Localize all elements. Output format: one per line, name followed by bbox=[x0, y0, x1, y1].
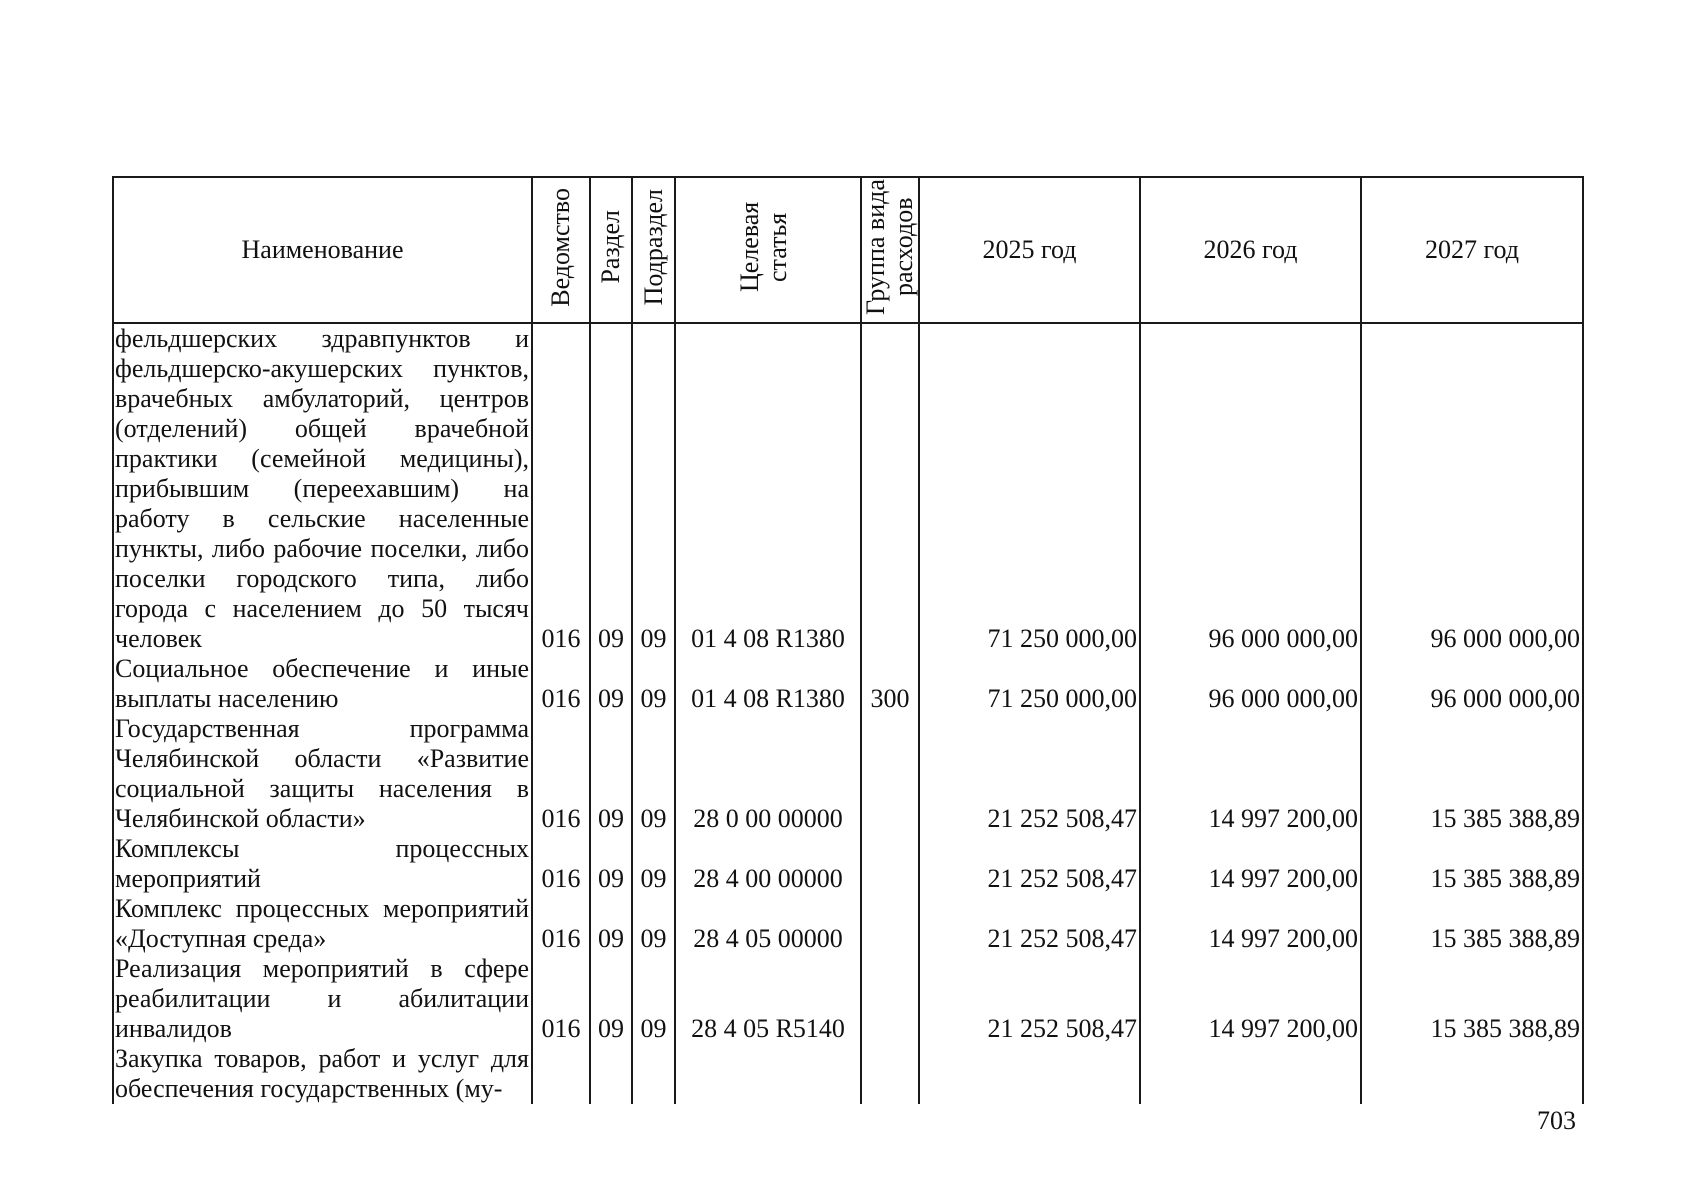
cell-target-article: 01 4 08 R1380 bbox=[675, 654, 861, 714]
cell-name: Закупка товаров, работ и услуг для обеспечения государственных (му- bbox=[113, 1044, 532, 1104]
cell-expense-group bbox=[861, 323, 919, 654]
header-year-2025: 2025 год bbox=[919, 177, 1140, 323]
table-header bbox=[113, 177, 1583, 323]
header-expense-group-label: Группа вида расходов bbox=[861, 179, 918, 315]
cell-year-2026: 14 997 200,00 bbox=[1140, 894, 1361, 954]
header-year-2026: 2026 год bbox=[1140, 177, 1361, 323]
cell-name: Социальное обеспечение и иные выплаты населению bbox=[113, 654, 532, 714]
cell-year-2025: 71 250 000,00 bbox=[919, 323, 1140, 654]
header-target-article-label: Целевая статья bbox=[735, 201, 792, 293]
cell-year-2026 bbox=[1140, 1044, 1361, 1104]
cell-year-2027 bbox=[1361, 1044, 1583, 1104]
cell-expense-group: 300 bbox=[861, 654, 919, 714]
cell-expense-group bbox=[861, 894, 919, 954]
header-subsection-label: Подраздел bbox=[638, 188, 668, 306]
cell-subsection: 09 bbox=[632, 654, 675, 714]
cell-year-2026: 96 000 000,00 bbox=[1140, 654, 1361, 714]
cell-name: фельдшерских здравпунктов и фельдшерско-акушерских пунктов, врачебных амбулаторий, центров (отделений) общей врачебной практики (семейной медицины), прибывшим (переехавшим) на работу в сельские населенные пункты, либо рабочие поселки, либо поселки городского типа, либо города с населением до 50 тысяч человек bbox=[113, 323, 532, 654]
cell-year-2025: 71 250 000,00 bbox=[919, 654, 1140, 714]
cell-name: Реализация мероприятий в сфере реабилитации и абилитации инвалидов bbox=[113, 954, 532, 1044]
cell-department bbox=[532, 1044, 590, 1104]
cell-department: 016 bbox=[532, 834, 590, 894]
header-target-article bbox=[675, 177, 861, 323]
cell-section: 09 bbox=[590, 654, 632, 714]
cell-subsection: 09 bbox=[632, 894, 675, 954]
cell-department: 016 bbox=[532, 714, 590, 834]
cell-expense-group bbox=[861, 834, 919, 894]
cell-department: 016 bbox=[532, 894, 590, 954]
cell-section bbox=[590, 1044, 632, 1104]
cell-year-2026: 14 997 200,00 bbox=[1140, 954, 1361, 1044]
header-name: Наименование bbox=[113, 177, 532, 323]
table-row bbox=[113, 1044, 1583, 1104]
cell-year-2027: 15 385 388,89 bbox=[1361, 954, 1583, 1044]
cell-year-2027: 15 385 388,89 bbox=[1361, 714, 1583, 834]
cell-year-2025: 21 252 508,47 bbox=[919, 894, 1140, 954]
cell-year-2026: 14 997 200,00 bbox=[1140, 834, 1361, 894]
cell-target-article: 01 4 08 R1380 bbox=[675, 323, 861, 654]
cell-expense-group bbox=[861, 954, 919, 1044]
cell-year-2025: 21 252 508,47 bbox=[919, 714, 1140, 834]
page-number: 703 bbox=[1537, 1106, 1576, 1135]
cell-year-2026: 14 997 200,00 bbox=[1140, 714, 1361, 834]
cell-subsection: 09 bbox=[632, 834, 675, 894]
cell-subsection: 09 bbox=[632, 323, 675, 654]
cell-year-2026: 96 000 000,00 bbox=[1140, 323, 1361, 654]
cell-department: 016 bbox=[532, 323, 590, 654]
header-subsection bbox=[632, 177, 675, 323]
table-row bbox=[113, 714, 1583, 834]
header-department-label: Ведомство bbox=[546, 187, 575, 307]
cell-name: Комплекс процессных мероприятий «Доступная среда» bbox=[113, 894, 532, 954]
table-row bbox=[113, 654, 1583, 714]
cell-name: Комплексы процессных мероприятий bbox=[113, 834, 532, 894]
cell-name: Государственная программа Челябинской области «Развитие социальной защиты населения в Челябинской области» bbox=[113, 714, 532, 834]
budget-table bbox=[112, 176, 1584, 1104]
cell-year-2027: 15 385 388,89 bbox=[1361, 894, 1583, 954]
header-row bbox=[113, 177, 1583, 323]
cell-year-2025: 21 252 508,47 bbox=[919, 954, 1140, 1044]
cell-expense-group bbox=[861, 1044, 919, 1104]
cell-target-article: 28 4 05 00000 bbox=[675, 894, 861, 954]
cell-year-2027: 96 000 000,00 bbox=[1361, 654, 1583, 714]
cell-target-article bbox=[675, 1044, 861, 1104]
cell-section: 09 bbox=[590, 714, 632, 834]
table-row bbox=[113, 834, 1583, 894]
header-expense-group bbox=[861, 177, 919, 323]
cell-subsection: 09 bbox=[632, 714, 675, 834]
cell-year-2027: 15 385 388,89 bbox=[1361, 834, 1583, 894]
cell-subsection bbox=[632, 1044, 675, 1104]
cell-section: 09 bbox=[590, 894, 632, 954]
cell-target-article: 28 4 05 R5140 bbox=[675, 954, 861, 1044]
table-row bbox=[113, 323, 1583, 654]
table-row bbox=[113, 954, 1583, 1044]
cell-year-2025 bbox=[919, 1044, 1140, 1104]
cell-expense-group bbox=[861, 714, 919, 834]
cell-target-article: 28 4 00 00000 bbox=[675, 834, 861, 894]
cell-department: 016 bbox=[532, 954, 590, 1044]
header-section bbox=[590, 177, 632, 323]
table-row bbox=[113, 894, 1583, 954]
cell-year-2027: 96 000 000,00 bbox=[1361, 323, 1583, 654]
cell-section: 09 bbox=[590, 323, 632, 654]
header-year-2027: 2027 год bbox=[1361, 177, 1583, 323]
cell-section: 09 bbox=[590, 834, 632, 894]
cell-subsection: 09 bbox=[632, 954, 675, 1044]
cell-section: 09 bbox=[590, 954, 632, 1044]
cell-department: 016 bbox=[532, 654, 590, 714]
header-department bbox=[532, 177, 590, 323]
table-body bbox=[113, 323, 1583, 1104]
header-section-label: Раздел bbox=[596, 210, 625, 284]
cell-target-article: 28 0 00 00000 bbox=[675, 714, 861, 834]
cell-year-2025: 21 252 508,47 bbox=[919, 834, 1140, 894]
